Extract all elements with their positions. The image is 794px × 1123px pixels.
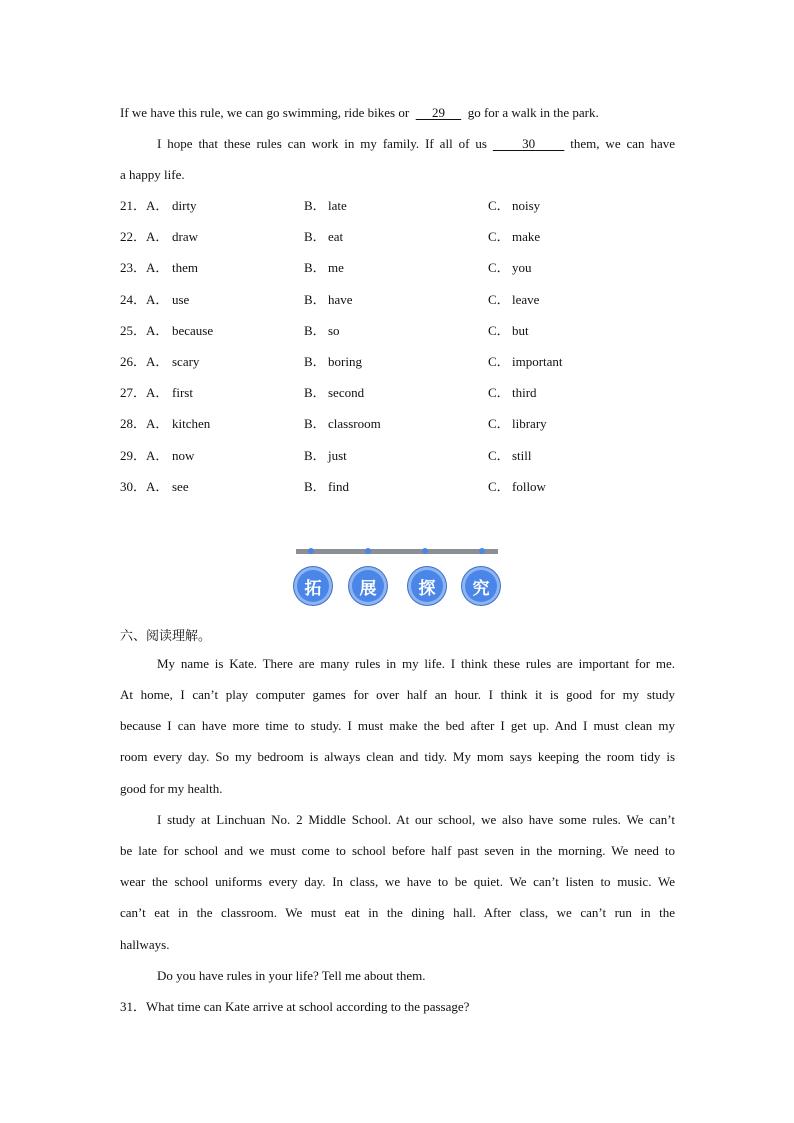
question-number: 22．A． (120, 229, 169, 244)
option-b-label: B． (304, 479, 326, 494)
option-c-label: C． (488, 385, 510, 400)
option-b-label: B． (304, 354, 326, 369)
blank-30: 30 (522, 136, 536, 151)
option-b-label: B． (304, 198, 326, 213)
option-b: me (328, 260, 344, 275)
option-a: dirty (172, 198, 197, 213)
option-a: because (172, 323, 214, 338)
cloze-text: If we have this rule, we can go swimming, ride bikes or (120, 105, 410, 120)
passage-line: room every day. So my bedroom is always clean and tidy. My mom says keeping the room tidy is (120, 749, 675, 764)
section-title: 六、阅读理解。 (120, 629, 212, 644)
option-c-label: C． (488, 479, 510, 494)
option-c: you (512, 260, 532, 275)
passage-line: hallways. (120, 937, 170, 952)
option-c-label: C． (488, 198, 510, 213)
option-c: noisy (512, 198, 541, 213)
banner-dot (365, 548, 371, 554)
banner-dot (479, 548, 485, 554)
option-b: second (328, 385, 365, 400)
cloze-text: I hope that these rules can work in my family. If all of us (157, 136, 487, 151)
passage-line: At home, I can’t play computer games for over half an hour. I think it is good for my study (120, 687, 675, 702)
passage-line: I study at Linchuan No. 2 Middle School. At our school, we also have some rules. We can’t (157, 812, 675, 827)
option-b-label: B． (304, 385, 326, 400)
option-a: now (172, 448, 195, 463)
cloze-line-2 (157, 136, 675, 152)
option-c-label: C． (488, 448, 510, 463)
option-b-label: B． (304, 323, 326, 338)
option-a: kitchen (172, 416, 211, 431)
option-b: have (328, 292, 353, 307)
option-c: still (512, 448, 532, 463)
option-c: important (512, 354, 563, 369)
option-b: late (328, 198, 347, 213)
passage-line: because I can have more time to study. I must make the bed after I get up. And I must clean my (120, 718, 675, 733)
option-b-label: B． (304, 292, 326, 307)
question-number: 21．A． (120, 198, 169, 213)
option-c-label: C． (488, 229, 510, 244)
question-number: 28．A． (120, 416, 169, 431)
banner-char-2: 展 (349, 567, 387, 605)
question-number: 30．A． (120, 479, 169, 494)
option-b-label: B． (304, 260, 326, 275)
passage-line: Do you have rules in your life? Tell me about them. (157, 968, 426, 983)
banner-bar (296, 549, 498, 554)
option-c: library (512, 416, 547, 431)
option-c: but (512, 323, 529, 338)
cloze-text: go for a walk in the park. (467, 105, 599, 120)
option-b: boring (328, 354, 362, 369)
question-number: 23．A． (120, 260, 169, 275)
option-b: classroom (328, 416, 381, 431)
option-c-label: C． (488, 354, 510, 369)
option-c-label: C． (488, 292, 510, 307)
option-a: first (172, 385, 193, 400)
option-b-label: B． (304, 416, 326, 431)
option-c: follow (512, 479, 546, 494)
passage-line: good for my health. (120, 781, 223, 796)
question-number: 24．A． (120, 292, 169, 307)
option-b: so (328, 323, 340, 338)
question-number: 29．A． (120, 448, 169, 463)
option-b: eat (328, 229, 344, 244)
option-a: them (172, 260, 198, 275)
banner-dot (308, 548, 314, 554)
option-b-label: B． (304, 229, 326, 244)
option-a: draw (172, 229, 198, 244)
question-number: 25．A． (120, 323, 169, 338)
cloze-text: them, we can have (570, 136, 676, 151)
option-a: scary (172, 354, 200, 369)
banner-char-4: 究 (462, 567, 500, 605)
option-c-label: C． (488, 416, 510, 431)
option-c: third (512, 385, 537, 400)
option-b-label: B． (304, 448, 326, 463)
banner-char-1: 拓 (294, 567, 332, 605)
option-a: see (172, 479, 189, 494)
option-b: find (328, 479, 349, 494)
option-b: just (328, 448, 347, 463)
cloze-line-1 (120, 105, 675, 121)
option-c: make (512, 229, 541, 244)
option-c-label: C． (488, 323, 510, 338)
banner-dot (422, 548, 428, 554)
section-banner (296, 540, 498, 608)
question-number: 26．A． (120, 354, 169, 369)
passage-line: can’t eat in the classroom. We must eat in the dining hall. After class, we can’t run in the (120, 905, 675, 920)
passage-line: My name is Kate. There are many rules in my life. I think these rules are important for me. (157, 656, 675, 671)
option-a: use (172, 292, 190, 307)
banner-char-3: 探 (408, 567, 446, 605)
passage-line: wear the school uniforms every day. In class, we have to be quiet. We can’t listen to music. We (120, 874, 675, 889)
blank-29: 29 (431, 105, 445, 120)
option-c: leave (512, 292, 540, 307)
question-number: 27．A． (120, 385, 169, 400)
passage-line: be late for school and we must come to school before half past seven in the morning. We need to (120, 843, 675, 858)
option-c-label: C． (488, 260, 510, 275)
question-31: 31．What time can Kate arrive at school according to the passage? (120, 999, 470, 1014)
cloze-line-3: a happy life. (120, 167, 185, 182)
